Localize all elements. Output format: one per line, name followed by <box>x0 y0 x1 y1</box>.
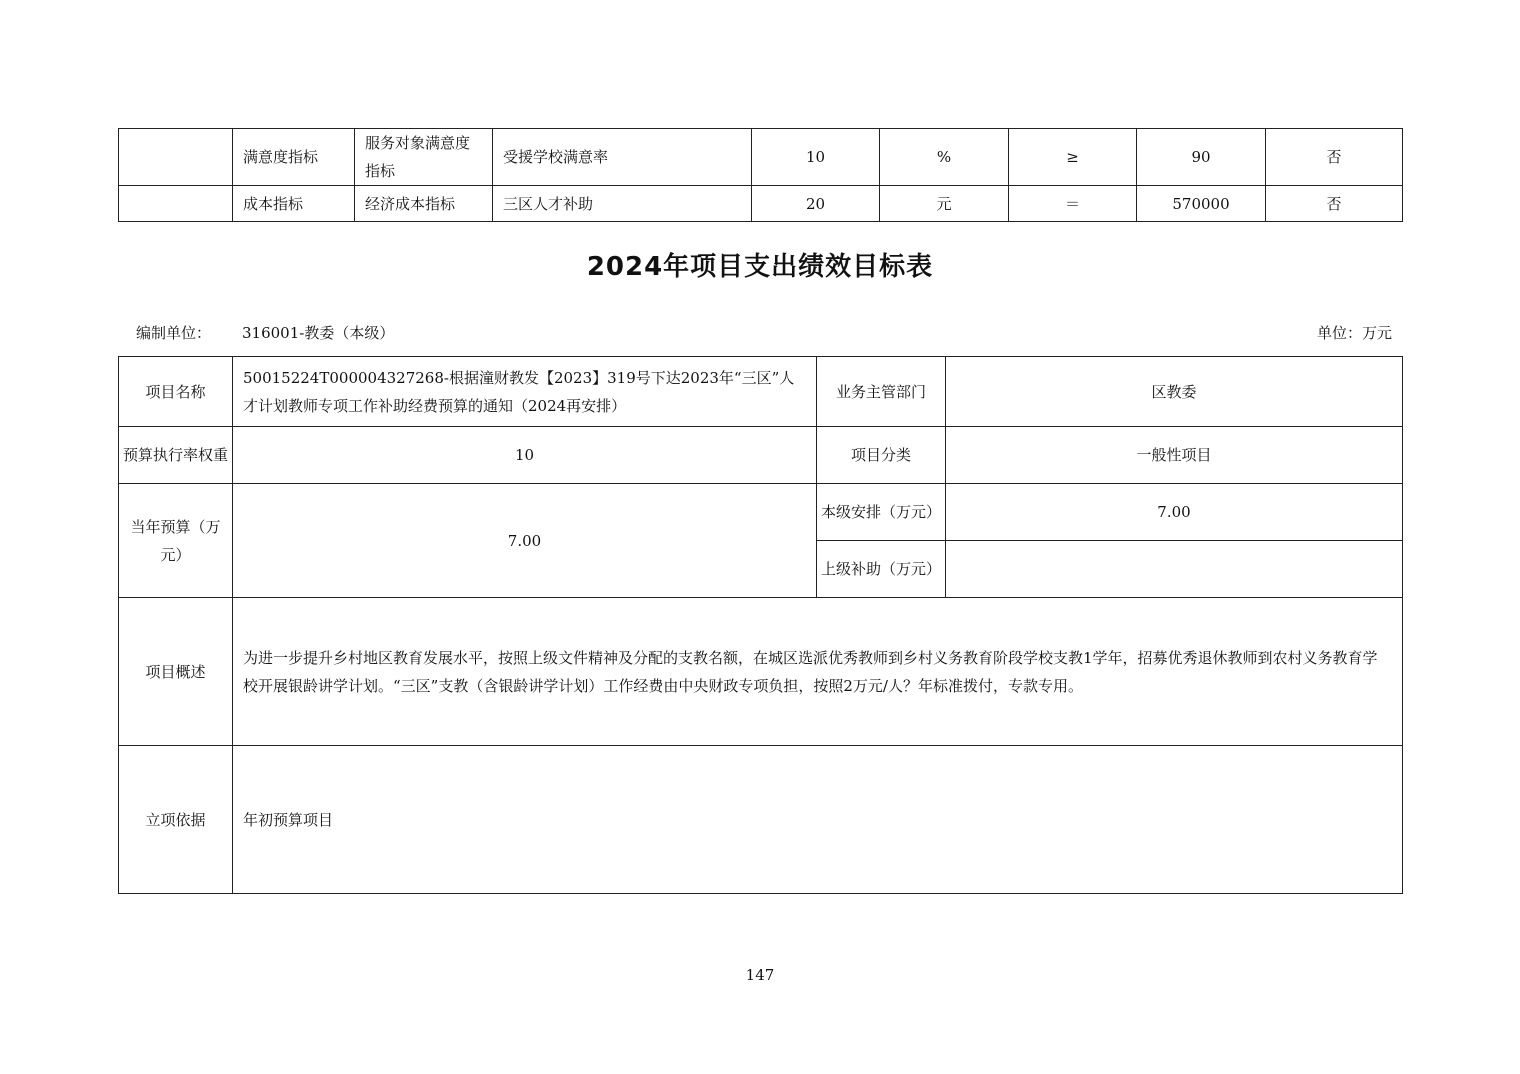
local-budget-value: 7.00 <box>946 484 1403 541</box>
table-row <box>119 484 1403 541</box>
category-value: 一般性项目 <box>946 427 1403 484</box>
indicator-weight: 20 <box>752 186 880 222</box>
upper-subsidy-value <box>946 541 1403 598</box>
indicator-target: 570000 <box>1137 186 1266 222</box>
table-row <box>119 598 1403 746</box>
page-number: 147 <box>745 966 775 984</box>
dept-value: 区教委 <box>946 357 1403 427</box>
indicator-level2: 成本指标 <box>233 186 355 222</box>
page-title: 2024年项目支出绩效目标表 <box>586 252 934 282</box>
table-row <box>119 427 1403 484</box>
org-label: 编制单位： <box>136 324 212 342</box>
basis-label: 立项依据 <box>119 746 233 894</box>
project-name-value: 50015224T000004327268-根据潼财教发【2023】319号下达2023年“三区”人才计划教师专项工作补助经费预算的通知（2024再安排） <box>233 357 817 427</box>
unit-label: 单位：万元 <box>1316 324 1392 342</box>
indicator-level3: 经济成本指标 <box>355 186 493 222</box>
indicator-unit: 元 <box>880 186 1009 222</box>
indicator-level1 <box>119 129 233 186</box>
indicator-name: 三区人才补助 <box>493 186 752 222</box>
budget-value: 7.00 <box>233 484 817 598</box>
indicator-unit: % <box>880 129 1009 186</box>
indicator-weight: 10 <box>752 129 880 186</box>
category-label: 项目分类 <box>817 427 946 484</box>
upper-subsidy-label: 上级补助（万元） <box>817 541 946 598</box>
indicator-operator: ≥ <box>1009 129 1137 186</box>
indicator-level1 <box>119 186 233 222</box>
indicator-name: 受援学校满意率 <box>493 129 752 186</box>
local-budget-label: 本级安排（万元） <box>817 484 946 541</box>
basis-value: 年初预算项目 <box>233 746 1403 894</box>
dept-label: 业务主管部门 <box>817 357 946 427</box>
indicator-flag: 否 <box>1266 129 1403 186</box>
table-row <box>119 129 1403 186</box>
overview-value: 为进一步提升乡村地区教育发展水平，按照上级文件精神及分配的支教名额，在城区选派优秀教师到乡村义务教育阶段学校支教1学年，招募优秀退休教师到农村义务教育学校开展银龄讲学计划。“三区”支教（含银龄讲学计划）工作经费由中央财政专项负担，按照2万元/人？年标准拨付，专款专用。 <box>233 598 1403 746</box>
budget-label: 当年预算（万元） <box>119 484 233 598</box>
indicator-level3: 服务对象满意度指标 <box>355 129 493 186</box>
indicator-operator: ＝ <box>1009 186 1137 222</box>
project-name-label: 项目名称 <box>119 357 233 427</box>
exec-weight-label: 预算执行率权重 <box>119 427 233 484</box>
table-row <box>119 746 1403 894</box>
indicator-target: 90 <box>1137 129 1266 186</box>
exec-weight-value: 10 <box>233 427 817 484</box>
overview-label: 项目概述 <box>119 598 233 746</box>
org-value: 316001-教委（本级） <box>242 324 395 342</box>
indicator-table-continued <box>118 128 1403 222</box>
indicator-flag: 否 <box>1266 186 1403 222</box>
performance-target-table <box>118 356 1403 894</box>
table-row <box>119 186 1403 222</box>
indicator-level2: 满意度指标 <box>233 129 355 186</box>
table-row <box>119 357 1403 427</box>
